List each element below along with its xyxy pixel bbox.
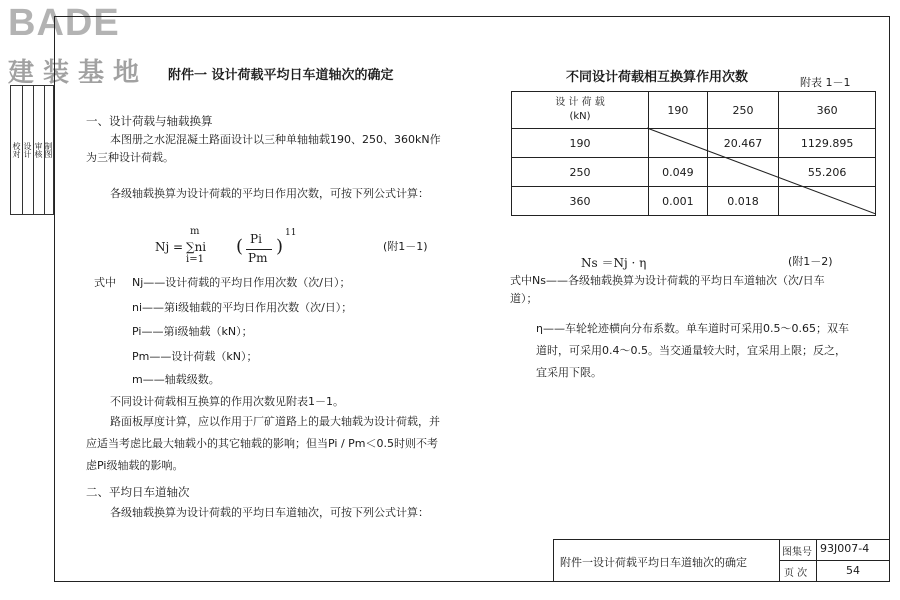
diagonal-line <box>647 128 876 214</box>
formula2-number: (附1－2) <box>788 255 833 268</box>
formula-frac-den: Pm <box>248 251 268 265</box>
corner-top: 设 计 荷 载 <box>555 97 605 108</box>
table-header: 250 <box>707 92 778 129</box>
section1-p2: 各级轴载换算为设计荷载的平均日作用次数，可按下列公式计算： <box>110 187 429 200</box>
where-label: 式中 <box>94 276 116 289</box>
definition-item: ni——第i级轴载的平均日作用次数（次/日）； <box>132 301 353 314</box>
formula2-expr: Ns ＝Nj · η <box>581 256 647 270</box>
table-cell: 0.049 <box>649 158 708 187</box>
formula-number: (附1－1) <box>383 240 428 253</box>
row-label: 360 <box>512 187 649 216</box>
table-title: 不同设计荷载相互换算作用次数 <box>566 70 749 85</box>
tb-divider <box>779 560 889 561</box>
definition-item: Nj——设计荷载的平均日作用次数（次/日）； <box>132 276 351 289</box>
section1-p1: 本图册之水泥混凝土路面设计以三种单轴轴载190、250、360kN作为三种设计荷载。 <box>86 133 441 164</box>
title-block <box>553 539 890 582</box>
definition-item: Pi——第i级轴载（kN）； <box>132 325 253 338</box>
table-diagonal <box>511 91 876 216</box>
page-title: 附件一 设计荷载平均日车道轴次的确定 <box>168 68 394 83</box>
strip-label: 审核 <box>34 142 43 158</box>
formula-fraction-bar <box>246 249 272 250</box>
formula2-eta-def: η——车轮轮迹横向分布系数。单车道时可采用0.5～0.65；双车道时，可采用0.4～0.5。当交通量较大时，宜采用上限；反之，宜采用下限。 <box>536 322 849 379</box>
formula-sum: ∑ni <box>186 240 207 254</box>
table-note: 附表 1－1 <box>800 76 851 89</box>
corner-bottom: (kN) <box>569 111 591 122</box>
tb-set-value: 93J007-4 <box>820 542 870 555</box>
table-cell: 1129.895 <box>779 129 876 158</box>
formula-sum-top: m <box>190 226 200 237</box>
formula-lhs: Nj = <box>155 240 184 254</box>
row-label: 190 <box>512 129 649 158</box>
section2-p1: 各级轴载换算为设计荷载的平均日车道轴次，可按下列公式计算： <box>110 506 429 519</box>
strip-label: 校对 <box>12 142 21 158</box>
approval-strip <box>10 85 54 215</box>
definition-item: m——轴载级数。 <box>132 373 220 386</box>
formula-sum-bottom: i=1 <box>186 254 204 265</box>
row-label: 250 <box>512 158 649 187</box>
formula2-ns-def: 式中Ns——各级轴载换算为设计荷载的平均日车道轴次（次/日车道）； <box>510 274 825 305</box>
formula-exponent: 11 <box>285 228 297 238</box>
table-cell: 0.018 <box>707 187 778 216</box>
formula-paren-right: ) <box>276 236 284 257</box>
logo-brand-cn: 建装基地 <box>8 58 149 88</box>
section1-p4: 路面板厚度计算，应以作用于厂矿道路上的最大轴载为设计荷载，并应适当考虑比最大轴载小的其它轴载的影响；但当Pi / Pm＜0.5时则不考虑Pi级轴载的影响。 <box>86 415 440 472</box>
table-cell: 20.467 <box>707 129 778 158</box>
strip-col <box>44 86 53 214</box>
table-cell: 0.001 <box>649 187 708 216</box>
tb-page-label: 页 次 <box>784 568 808 579</box>
tb-set-label: 图集号 <box>782 547 812 558</box>
section1-heading: 一、设计荷载与轴载换算 <box>86 114 213 128</box>
strip-label: 设计 <box>23 142 32 158</box>
formula-paren-left: ( <box>236 236 244 257</box>
formula-frac-num: Pi <box>250 232 262 246</box>
table-header: 360 <box>779 92 876 129</box>
table-header: 190 <box>649 92 708 129</box>
logo-brand: BADE <box>8 2 120 44</box>
section1-p3: 不同设计荷载相互换算的作用次数见附表1－1。 <box>110 395 344 408</box>
tb-page-value: 54 <box>846 564 860 577</box>
strip-label: 制图 <box>44 142 53 158</box>
table-cell: 55.206 <box>779 158 876 187</box>
section2-heading: 二、平均日车道轴次 <box>86 485 190 499</box>
tb-title: 附件一设计荷载平均日车道轴次的确定 <box>560 556 747 569</box>
definition-item: Pm——设计荷载（kN）； <box>132 350 258 363</box>
